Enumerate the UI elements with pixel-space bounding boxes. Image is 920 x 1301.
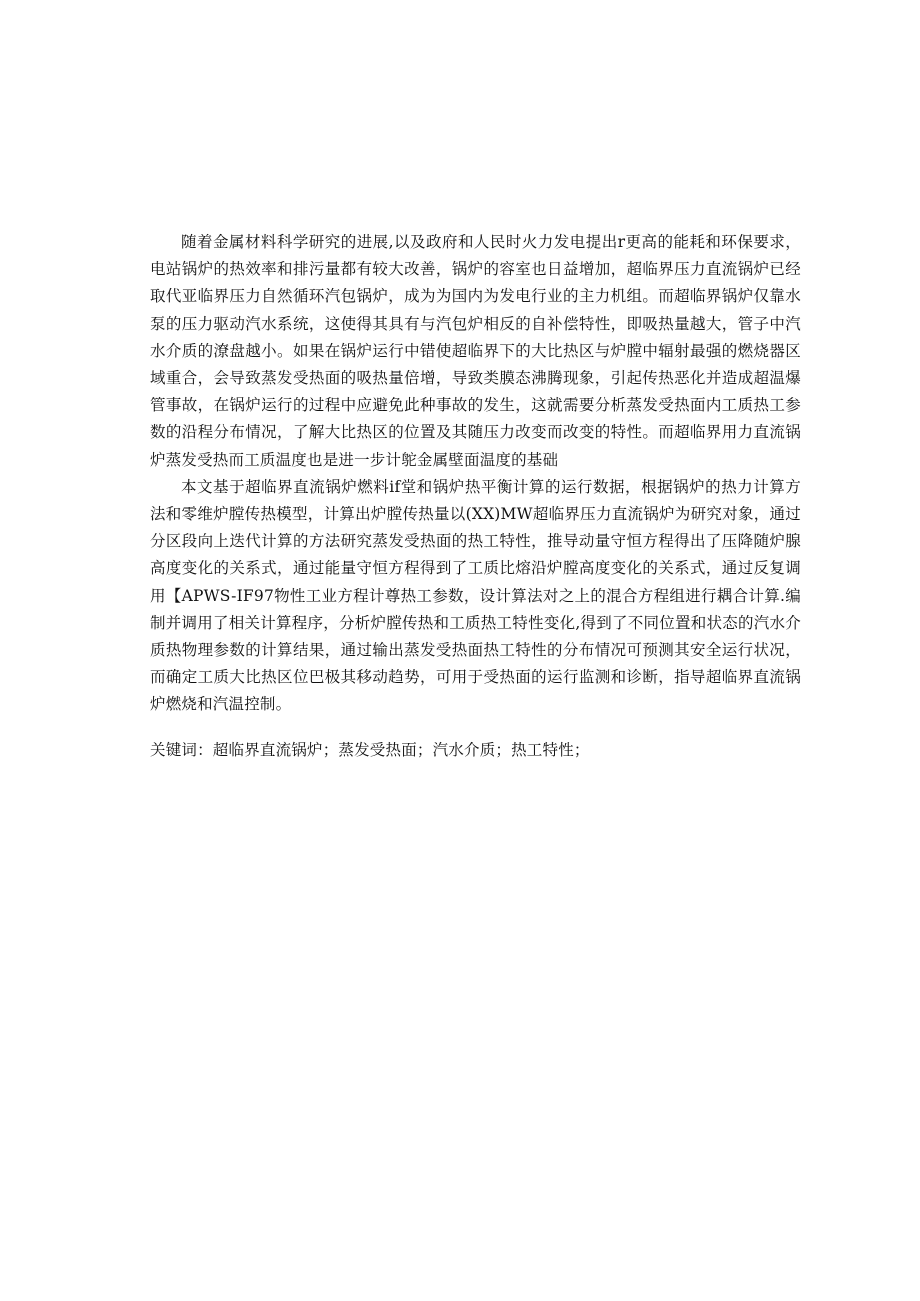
keywords-line: 关键词：超临界直流锅炉；蒸发受热面；汽水介质；热工特性；	[150, 740, 590, 759]
abstract-body	[150, 229, 801, 764]
abstract-paragraph-2: 本文基于超临界直流锅炉燃料if堂和锅炉热平衡计算的运行数据，根据锅炉的热力计算方法和零维炉膛传热模型，计算出炉膛传热量以(XX)MW超临界压力直流锅炉为研究对象，通过分区段向上迭代计算的方法研究蒸发受热面的热工特性，推导动量守恒方程得出了压降随炉腺高度变化的关系式，通过能量守恒方程得到了工质比熔沿炉膛高度变化的关系式，通过反复调用【APWS-IF97物性工业方程计尊热工参数，设计算法对之上的混合方程组进行耦合计算.编制并调用了相关计算程序，分析炉膛传热和工质热工特性变化,得到了不同位置和状态的汽水介质热物理参数的计算结果，通过输出蒸发受热面热工特性的分布情况可预测其安全运行状况，而确定工质大比热区位巴极其移动趋势，可用于受热面的运行监测和诊断，指导超临界直流锅炉燃烧和汽温控制。	[150, 477, 801, 714]
abstract-paragraph-1: 随着金属材料科学研究的进展,以及政府和人民时火力发电提出r更高的能耗和环保要求，电站锅炉的热效率和排污量都有较大改善，锅炉的容室也日益增加，超临界压力直流锅炉已经取代亚临界压力自然循环汽包锅炉，成为为国内为发电行业的主力机组。而超临界锅炉仅靠水泵的压力驱动汽水系统，这使得其具有与汽包炉相反的自补偿特性，即吸热量越大，管子中汽水介质的潦盘越小。如果在锅炉运行中错使超临界下的大比热区与炉膛中辐射最强的燃烧器区域重合，会导致蒸发受热面的吸热量倍增，导致类膜态沸腾现象，引起传热恶化并造成超温爆管事故，在锅炉运行的过程中应避免此种事故的发生，这就需要分析蒸发受热面内工质热工参数的沿程分布情况，了解大比热区的位置及其随压力改变而改变的特性。而超临界用力直流锅炉蒸发受热而工质温度也是进一步计鸵金属壁面温度的基础	[150, 233, 801, 469]
